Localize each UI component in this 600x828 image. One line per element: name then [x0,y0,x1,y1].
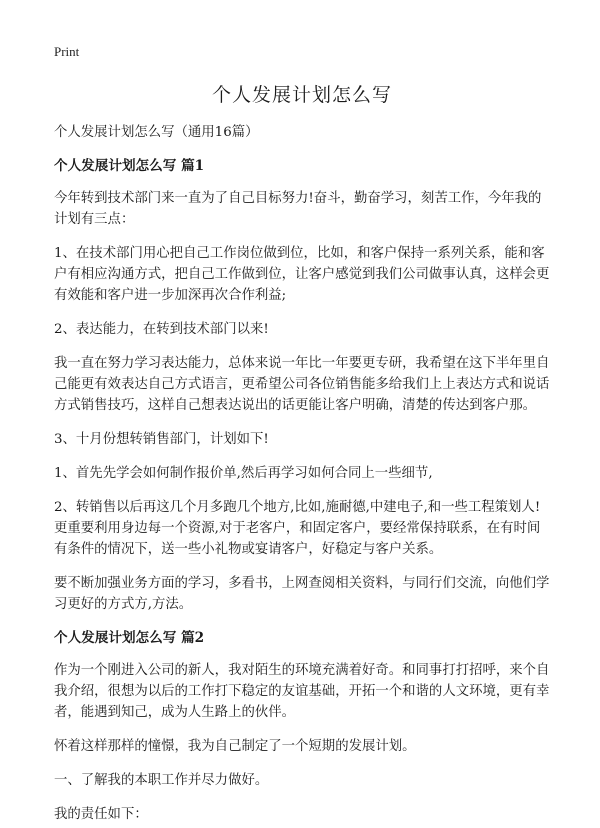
print-link[interactable]: Print [54,44,80,59]
paragraph: 要不断加强业务方面的学习，多看书，上网查阅相关资料，与同行们交流，向他们学习更好的方式方,方法。 [54,576,550,612]
page-title: 个人发展计划怎么写 [211,84,392,106]
section-heading-1: 个人发展计划怎么写 篇1 [54,158,205,174]
document-subtitle: 个人发展计划怎么写（通用16篇） [54,125,259,140]
paragraph: 怀着这样那样的憧憬，我为自己制定了一个短期的发展计划。 [54,739,416,754]
section-heading-2: 个人发展计划怎么写 篇2 [54,630,205,646]
paragraph: 一、了解我的本职工作并尽力做好。 [54,773,269,788]
paragraph: 2、转销售以后再这几个月多跑几个地方,比如,施耐德,中建电子,和一些工程策划人!更重要利用身边每一个资源,对于老客户，和固定客户，要经常保持联系，在有时间有条件的情况下，送一些小礼物或宴请客户，好稳定与客户关系。 [54,500,541,557]
paragraph: 我一直在努力学习表达能力，总体来说一年比一年要更专研，我希望在这下半年里自己能更有效表达自己方式语言，更希望公司各位销售能多给我们上上表达方式和说话方式销售技巧，这样自己想表达说出的话更能让客户明确，清楚的传达到客户那。 [54,356,550,413]
paragraph: 今年转到技术部门来一直为了自己目标努力!奋斗，勤奋学习，刻苦工作，今年我的计划有三点： [54,191,542,227]
paragraph: 作为一个刚进入公司的新人，我对陌生的环境充满着好奇。和同事打打招呼，来个自我介绍，很想为以后的工作打下稳定的友谊基础，开拓一个和谐的人文环境，更有幸者，能遇到知己，成为人生路上的伙伴。 [54,663,550,720]
paragraph: 2、表达能力，在转到技术部门以来! [54,322,269,337]
paragraph: 1、在技术部门用心把自己工作岗位做到位，比如，和客户保持一系列关系，能和客户有相应沟通方式，把自己工作做到位，让客户感觉到我们公司做事认真，这样会更有效能和客户进一步加深再次合作利益; [54,246,550,303]
paragraph: 3、十月份想转销售部门，计划如下! [54,432,269,447]
paragraph: 1、首先先学会如何制作报价单,然后再学习如何合同上一些细节, [54,466,433,481]
paragraph: 我的责任如下： [54,807,148,822]
